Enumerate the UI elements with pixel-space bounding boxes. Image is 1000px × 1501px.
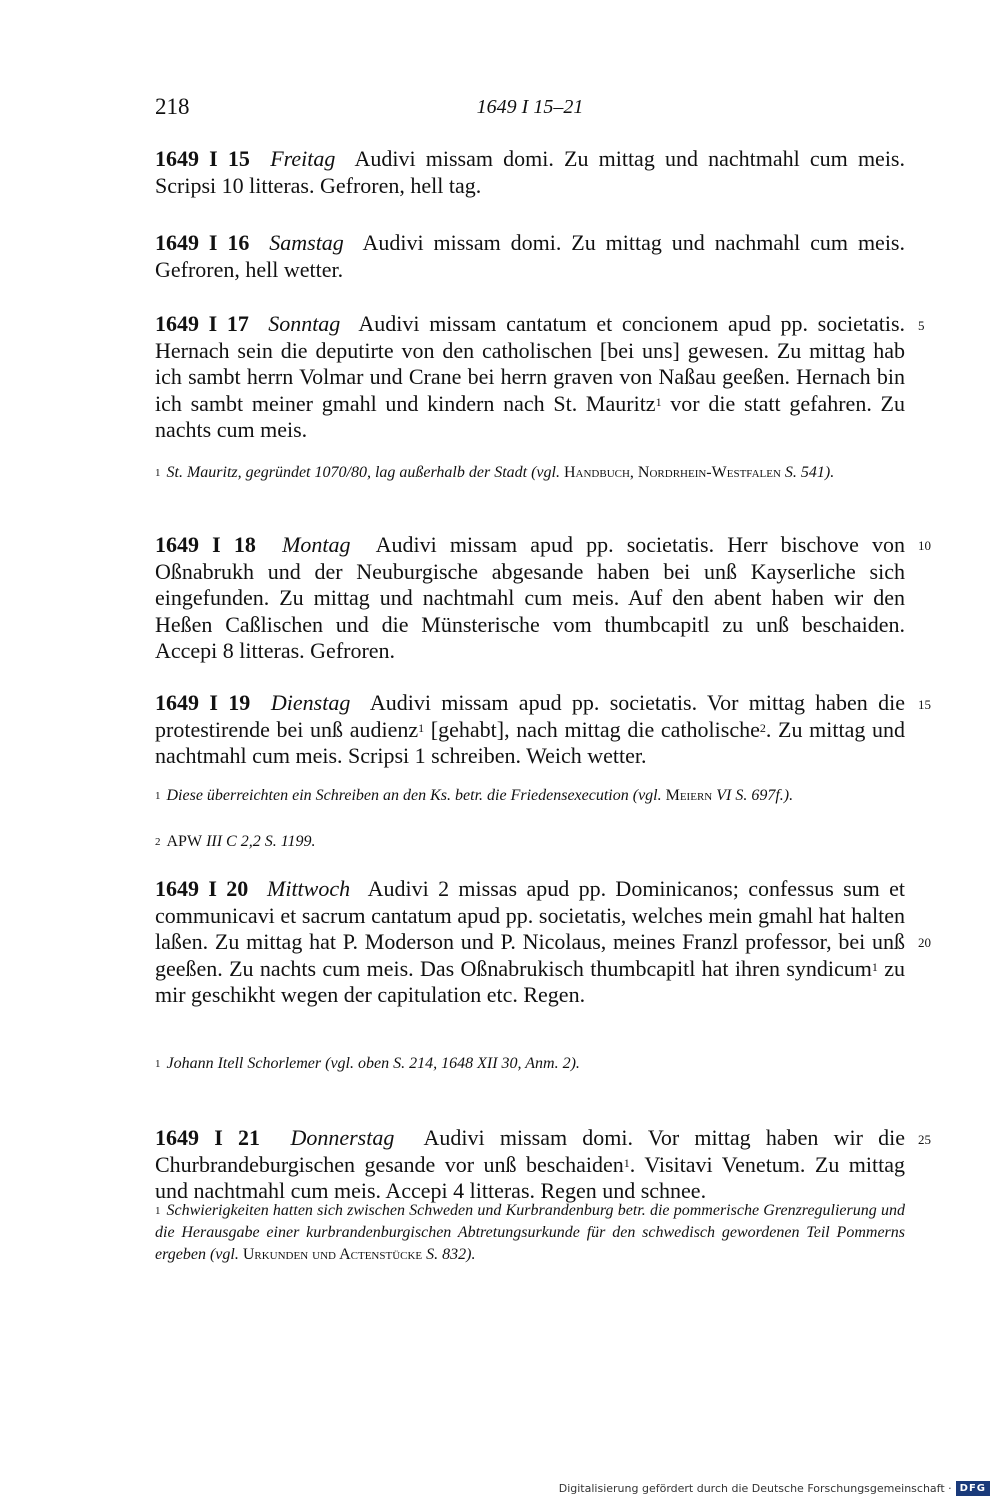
diary-entry [155, 690, 905, 770]
dfg-logo: DFG [956, 1481, 990, 1496]
footnote-text: S. 832). [422, 1246, 476, 1263]
footnote-text: Johann Itell Schorlemer (vgl. oben S. 214, 1648 XII 30, Anm. 2). [166, 1055, 580, 1072]
entry-text: . Visitavi Venetum. Zu mittag und nachtmahl cum meis. Accepi 4 litteras. Regen und schnee. [155, 1151, 905, 1203]
entry-weekday: Sonntag [268, 311, 341, 336]
entry-text: vor die statt gefahren. Zu nachts cum meis. [155, 390, 905, 442]
page-header [155, 94, 905, 124]
entry-weekday: Montag [282, 532, 351, 557]
entry-text: Audivi missam domi. Vor mittag haben wir die Churbrandeburgischen gesande vor unß beschaiden [155, 1125, 906, 1177]
footnote-citation: APW [166, 833, 203, 850]
footnote-number: 2 [155, 836, 161, 848]
footnote [155, 831, 905, 853]
entry-date: 1649 I 19 [155, 690, 251, 715]
footnote-citation: Meiern [665, 787, 713, 804]
footnote-text: St. Mauritz, gegründet 1070/80, lag außerhalb der Stadt (vgl. [166, 464, 564, 481]
footnote-text: VI S. 697f.). [712, 787, 794, 804]
diary-entry [155, 532, 905, 665]
diary-entry [155, 146, 905, 199]
running-head: 1649 I 15–21 [476, 96, 584, 118]
line-number: 25 [918, 1132, 931, 1147]
footnote-marker: 1 [418, 720, 425, 735]
footnote-number: 1 [155, 1205, 161, 1217]
line-number: 5 [918, 318, 925, 333]
entry-date: 1649 I 18 [155, 532, 256, 557]
footnote-text: Diese überreichten ein Schreiben an den Ks. betr. die Friedensexecution (vgl. [166, 787, 666, 804]
entry-weekday: Samstag [269, 230, 344, 255]
footnote-marker: 2 [759, 720, 766, 735]
entry-date: 1649 I 16 [155, 230, 250, 255]
footnote [155, 1053, 905, 1075]
digitization-banner [559, 1477, 990, 1499]
footnote-citation: Handbuch, Nordrhein-Westfalen [563, 464, 781, 481]
footnote-text: Schwierigkeiten hatten sich zwischen Schweden und Kurbrandenburg betr. die pommerische Grenzregulierung und die Herausgabe einer kurbrandenburgischen Abtretungsurkunde für den schwedisch gewordenen Teil Pommerns ergeben (vgl. [155, 1202, 905, 1263]
funding-notice: Digitalisierung gefördert durch die Deutsche Forschungsgemeinschaft · [558, 1481, 952, 1495]
footnote [155, 462, 905, 484]
line-number: 15 [918, 697, 931, 712]
entry-text: . Zu mittag und nachtmahl cum meis. Scripsi 1 schreiben. Weich wetter. [155, 716, 905, 768]
footnote-marker: 1 [655, 394, 662, 409]
footnote-text: III C 2,2 S. 1199. [202, 833, 316, 850]
line-number: 20 [918, 935, 931, 950]
entry-text: Audivi missam apud pp. societatis. Herr bischove von Oßnabrukh und der Neuburgische abgesande haben bei unß Kayserliche sich eingefunden. Zu mittag und nachtmahl cum meis. Auf den abent haben wir den Heßen Caßlischen und die Münsterische vom thumbcapitl zu unß beschaiden. Accepi 8 litteras. Gefroren. [155, 532, 906, 663]
footnote-text: S. 541). [780, 464, 835, 481]
entry-text: Audivi 2 missas apud pp. Dominicanos; confessus sum et communicavi et sacrum cantatum apud pp. societatis, welches mein gmahl hat halten laßen. Zu mittag hat P. Moderson und P. Nicolaus, meines Franzl professor, bei unß geeßen. Zu nachts cum meis. Das Oßnabrukisch thumbcapitl hat ihren syndicum [155, 876, 906, 981]
entry-text: Audivi missam domi. Zu mittag und nachtmahl cum meis. Scripsi 10 litteras. Gefroren, hell tag. [155, 146, 905, 198]
entry-date: 1649 I 17 [155, 311, 249, 336]
diary-entry [155, 876, 905, 1009]
entry-weekday: Freitag [270, 146, 336, 171]
entry-weekday: Mittwoch [267, 876, 351, 901]
entry-weekday: Donnerstag [290, 1125, 395, 1150]
page-number: 218 [155, 94, 190, 119]
footnote-marker: 1 [623, 1155, 630, 1170]
entry-text: Audivi missam cantatum et concionem apud pp. societatis. Hernach sein die deputirte von den catholischen [bei uns] gewesen. Zu mittag hab ich sambt herrn Volmar und Crane bei herrn graven von Naßau geeßen. Hernach bin ich sambt meiner gmahl und kindern nach St. Mauritz [155, 311, 906, 416]
diary-entry [155, 311, 905, 444]
entry-text: Audivi missam domi. Zu mittag und nachmahl cum meis. Gefroren, hell wetter. [155, 230, 905, 282]
entry-text: [gehabt], nach mittag die catholische [424, 716, 760, 742]
footnote-number: 1 [155, 1058, 161, 1070]
footnote-citation: Urkunden und Actenstücke [242, 1246, 423, 1263]
entry-weekday: Dienstag [270, 690, 351, 715]
line-number: 10 [918, 538, 931, 553]
entry-date: 1649 I 21 [155, 1125, 260, 1150]
entry-date: 1649 I 15 [155, 146, 250, 171]
footnote [155, 785, 905, 807]
diary-entry [155, 230, 905, 283]
entry-date: 1649 I 20 [155, 876, 249, 901]
footnote-number: 1 [155, 467, 161, 479]
entry-text: zu mir geschikht wegen der capitulation etc. Regen. [155, 955, 906, 1007]
diary-entry [155, 1125, 905, 1205]
footnote-number: 1 [155, 790, 161, 802]
footnote [155, 1200, 905, 1266]
entry-text: Audivi missam apud pp. societatis. Vor mittag haben die protestirende bei unß audienz [155, 690, 906, 742]
footnote-marker: 1 [871, 959, 878, 974]
